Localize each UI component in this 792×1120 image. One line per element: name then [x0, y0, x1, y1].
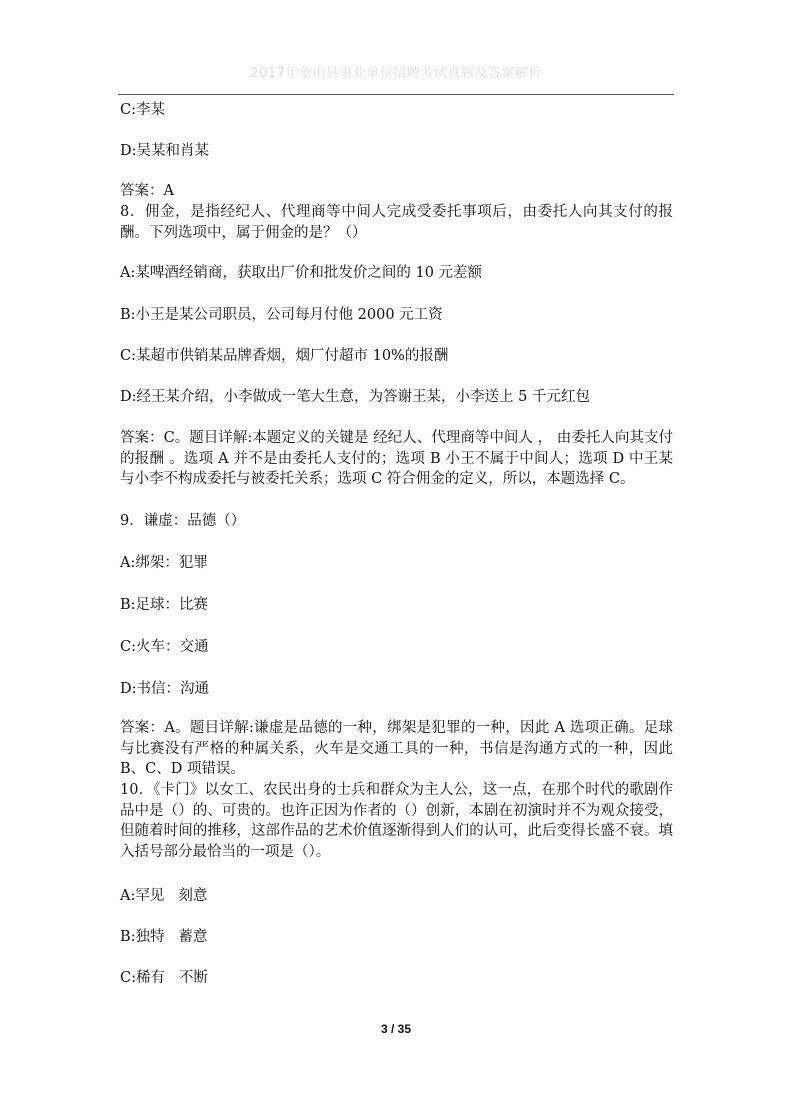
- q10-option-b-word2: 蓄意: [178, 929, 208, 945]
- q7-option-d: D:吴某和肖某: [120, 143, 210, 159]
- q8-option-a: A:某啤酒经销商，获取出厂价和批发价之间的 10 元差额: [120, 265, 483, 281]
- q9-option-d: D:书信：沟通: [120, 681, 210, 697]
- q10-option-a-word2: 刻意: [178, 888, 208, 904]
- q8-stem: 8．佣金，是指经纪人、代理商等中间人完成受委托事项后，由委托人向其支付的报酬。下列选项中，属于佣金的是？（）: [120, 204, 673, 241]
- q10-stem: 10．《卡门》以女工、农民出身的士兵和群众为主人公，这一点，在那个时代的歌剧作品中是（）的、可贵的。也许正因为作者的（）创新，本剧在初演时并不为观众接受，但随着时间的推移，这部作品的艺术价值逐渐得到人们的认可，此后变得长盛不衰。填入括号部分最恰当的一项是（）。: [120, 782, 673, 860]
- q10-option-b: [120, 927, 680, 948]
- document-header-title: 2017年象山县事业单位招聘考试真题及答案解析: [250, 66, 542, 81]
- header-divider: [118, 94, 674, 95]
- q10-option-b-word1: B:独特: [120, 929, 165, 945]
- q10-option-c-word2: 不断: [178, 970, 208, 986]
- q8-option-c: C:某超市供销某品牌香烟，烟厂付超市 10%的报酬: [120, 348, 449, 364]
- q9-option-c: C:火车：交通: [120, 639, 209, 655]
- q10-option-c: [120, 968, 680, 989]
- q7-answer: 答案：A: [120, 183, 174, 199]
- q10-option-a-word1: A:罕见: [120, 888, 165, 904]
- q10-option-a: [120, 886, 680, 907]
- q8-option-b: B:小王是某公司职员，公司每月付他 2000 元工资: [120, 307, 443, 323]
- q9-stem: 9．谦虚：品德（）: [120, 513, 246, 529]
- q9-answer: 答案：A。题目详解:谦虚是品德的一种，绑架是犯罪的一种，因此 A 选项正确。足球与比赛没有严格的种属关系，火车是交通工具的一种，书信是沟通方式的一种，因此 B、C、D 项错误。: [120, 720, 673, 777]
- page-number: 3 / 35: [380, 1022, 412, 1036]
- q9-option-b: B:足球：比赛: [120, 597, 209, 613]
- q10-option-c-word1: C:稀有: [120, 970, 165, 986]
- q8-answer: 答案：C。题目详解:本题定义的关键是 经纪人、代理商等中间人 ， 由委托人向其支付的报酬 。选项 A 并不是由委托人支付的；选项 B 小王不属于中间人；选项 D 中王某与小李不构成委托与被委托关系；选项 C 符合佣金的定义，所以，本题选择 C。: [120, 430, 673, 487]
- q9-option-a: A:绑架：犯罪: [120, 555, 208, 571]
- q7-option-c: C:李某: [120, 102, 165, 118]
- q8-option-d: D:经王某介绍，小李做成一笔大生意，为答谢王某，小李送上 5 千元红包: [120, 389, 590, 405]
